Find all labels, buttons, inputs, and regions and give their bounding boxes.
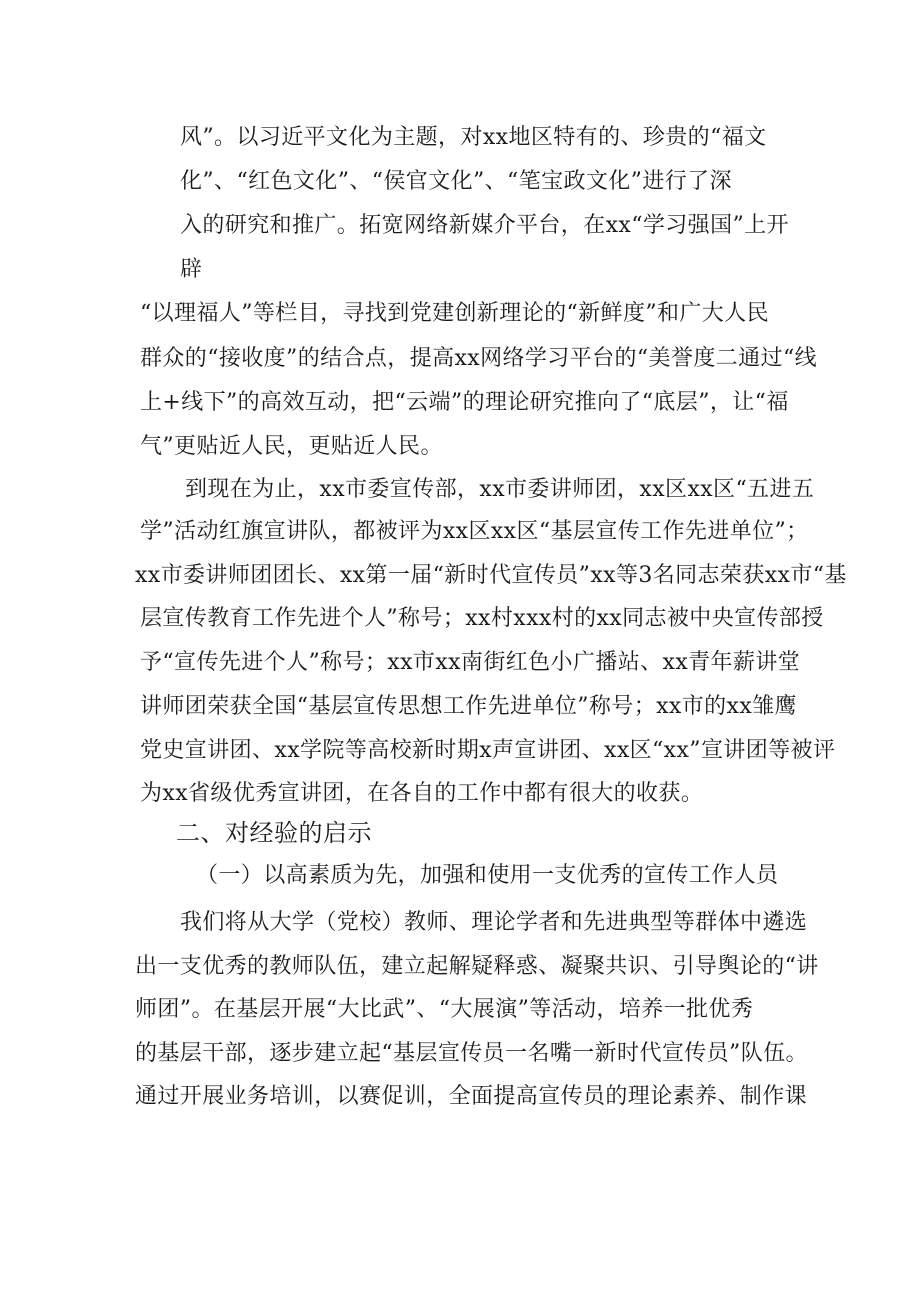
paragraph-line: 学”活动红旗宣讲队，都被评为xx区xx区“基层宣传工作先进单位”； [140,519,809,544]
paragraph-line: 的基层干部，逐步建立起“基层宣传员一名嘴一新时代宣传员”队伍。 [135,1041,808,1066]
paragraph-line: 上+线下”的高效互动，把“云端”的理论研究推向了“底层”，让“福 [140,390,789,415]
paragraph-line: “以理福人”等栏目，寻找到党建创新理论的“新鲜度”和广大人民 [140,301,769,326]
section-heading: 二、对经验的启示 [176,819,372,847]
paragraph-line: xx市委讲师团团长、xx第一届“新时代宣传员”xx等3名同志荣获xx市“基 [135,563,847,588]
paragraph-line: 党史宣讲团、xx学院等高校新时期x声宣讲团、xx区“xx”宣讲团等被评 [140,738,836,763]
paragraph-line: 我们将从大学（党校）教师、理论学者和先进典型等群体中遴选 [180,910,808,935]
paragraph-line: 化”、“红色文化”、“侯官文化”、“笔宝政文化”进行了深 [180,169,732,194]
paragraph-line: 师团”。在基层开展“大比武”、“大展演”等活动，培养一批优秀 [135,997,754,1022]
paragraph-line: 入的研究和推广。拓宽网络新媒介平台，在xx“学习强国”上开 [180,213,789,238]
paragraph-line: 群众的“接收度”的结合点，提高xx网络学习平台的“美誉度二通过“线 [140,346,818,371]
paragraph-line: 予“宣传先进个人”称号；xx市xx南街红色小广播站、xx青年薪讲堂 [140,650,801,675]
paragraph-line: 讲师团荣获全国“基层宣传思想工作先进单位”称号；xx市的xx雏鹰 [140,694,797,719]
paragraph-line: 为xx省级优秀宣讲团，在各自的工作中都有很大的收获。 [140,781,704,806]
paragraph-line: 到现在为止，xx市委宣传部，xx市委讲师团，xx区xx区“五进五 [185,477,815,502]
paragraph-line: 辟 [180,257,203,282]
paragraph-line: 气”更贴近人民，更贴近人民。 [140,434,443,459]
subsection-heading: （一）以高素质为先，加强和使用一支优秀的宣传工作人员 [196,863,779,888]
paragraph-line: 风”。以习近平文化为主题，对xx地区特有的、珍贵的“福文 [180,125,767,150]
paragraph-line: 层宣传教育工作先进个人”称号；xx村xxx村的xx同志被中央宣传部授 [140,606,824,631]
paragraph-line: 出一支优秀的教师队伍，建立起解疑释惑、凝聚共识、引导舆论的“讲 [135,954,819,979]
paragraph-line: 通过开展业务培训，以赛促训，全面提高宣传员的理论素养、制作课 [135,1084,808,1109]
